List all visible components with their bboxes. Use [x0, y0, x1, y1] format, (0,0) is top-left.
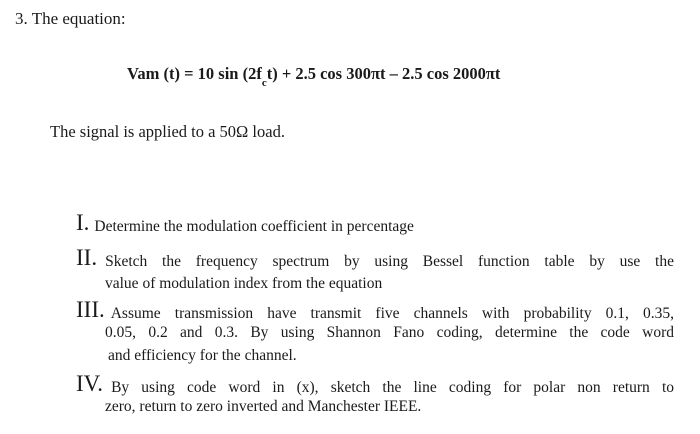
task-text: value of modulation index from the equation: [105, 275, 383, 292]
task-text: 0.05, 0.2 and 0.3. By using Shannon Fano coding, determine the code word: [105, 324, 674, 341]
task-numeral: I.: [76, 210, 90, 235]
task-text: zero, return to zero inverted and Manchester IEEE.: [105, 398, 422, 415]
modulation-equation: [127, 64, 501, 89]
task-line: [76, 372, 674, 395]
task-numeral: IV.: [76, 371, 104, 396]
task-line: [76, 344, 674, 367]
task-line: [76, 211, 674, 234]
task-numeral: II.: [76, 245, 98, 270]
task-text: By using code word in (x), sketch the line coding for polar non return to: [111, 379, 674, 396]
equation-part-after-subscript: t) + 2.5 cos 300πt – 2.5 cos 2000πt: [266, 64, 501, 83]
task-item: [76, 246, 674, 295]
task-text: Sketch the frequency spectrum by using Bessel function table by use the: [105, 253, 674, 270]
task-item: [76, 211, 674, 234]
task-line: [76, 298, 674, 321]
task-item: [76, 298, 674, 367]
task-text: Determine the modulation coefficient in percentage: [94, 218, 414, 235]
task-item: [76, 372, 674, 418]
task-line: [76, 246, 674, 272]
question-heading: 3. The equation:: [15, 9, 126, 28]
equation-part-before-subscript: Vam (t) = 10 sin (2f: [127, 64, 262, 83]
task-text: and efficiency for the channel.: [108, 347, 297, 364]
load-statement: The signal is applied to a 50Ω load.: [50, 122, 285, 141]
task-line-start: [76, 246, 97, 272]
task-text: Assume transmission have transmit five channels with probability 0.1, 0.35,: [110, 305, 674, 322]
equation-subscript: c: [261, 77, 267, 89]
task-numeral: III.: [76, 297, 105, 322]
